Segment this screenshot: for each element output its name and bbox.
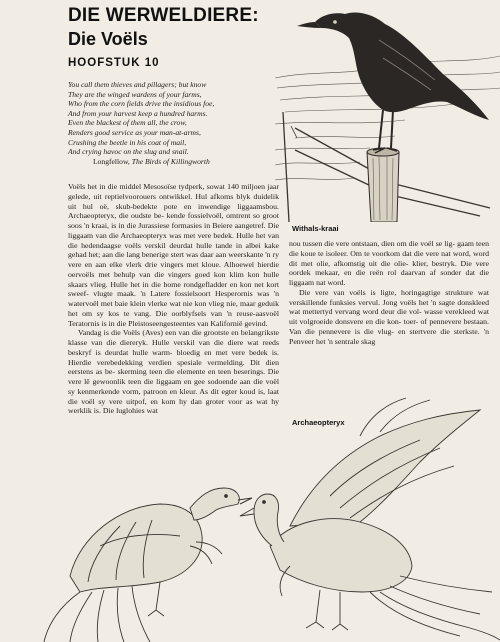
text-line: 'n reuse-aasvoël Teratornis is in die Pleistoseengesteentes [68, 308, 279, 328]
text-line: miljoen jaar gelede, uit reptielvoorouers ontwikkel. Hul [68, 182, 279, 201]
paragraph [68, 182, 279, 328]
text-column-left [68, 182, 279, 416]
text-line: gaam teen die koue te isoleer. Om te voorkom dat die [289, 239, 489, 258]
poem-line: And crying havoc on the slug and snail. [68, 147, 189, 157]
text-line: die voël sy kenmerkende vorm, patroon en kleur. As [68, 377, 280, 396]
text-line: die hedendaagse voëls verskil deurdat hulle tande in albei [68, 240, 261, 250]
text-line: Vandag is die Voëls (Aves) een van die grootste [78, 328, 229, 338]
text-line: van die Archaeopteryx was met vere bedek. Hulle het van [95, 230, 280, 240]
chapter-number: HOOFSTUK 10 [68, 57, 160, 69]
text-line: wasse verekleed wat uit volgroeide donsvere en die kon- [289, 307, 490, 326]
text-line: vere lê gewoonlik teen die liggaam en gee sodoende aan [68, 377, 251, 386]
epigraph-poem [68, 80, 283, 166]
text-line: bloedig en met vere bedek is. Hierdie verebedekking [68, 347, 280, 367]
poem-line: They are the winged wardens of your farms, [68, 89, 202, 99]
text-line: en belangrikste klasse van die diereryk. Hulle verskil [68, 328, 279, 347]
text-line: verdien spesiale vermelding. Dit dien eerstens as be- [68, 357, 279, 377]
text-line: maar geduik het om sy kos te vang. Die oorblyfsels van [68, 299, 279, 318]
text-line: die Jurassiese formasies in Beiere aangetref. Die liggaam [68, 221, 280, 240]
crow-illustration [275, 0, 500, 222]
chapter-title: DIE WERWELDIERE: [68, 5, 259, 26]
text-line: toer- of pennevere bestaan. Van die pennevere is die vlug- [289, 317, 489, 336]
text-line: het in die bome rondgefladder en kon net kort sweef- [68, 279, 279, 299]
text-line: inwendige liggaamsbou. Archaeopteryx, die oudste be- [68, 201, 279, 221]
text-line: van die diere wat reeds beskryf is deurdat hulle warm- [68, 338, 279, 357]
text-line: klier, bestryk. Die vere oordek mekaar, en die reën [289, 258, 489, 278]
text-line: nou tussen die vere ontstaan, dien om die voël se lig- [289, 239, 456, 248]
poem-line: Renders good service as your man-at-arms, [68, 127, 201, 137]
text-line: rol daarvan af sonder dat die liggaam nat word. [289, 268, 490, 287]
archaeopteryx-illustration [40, 396, 500, 642]
text-line: vere nat word, word dit met olie, afkomstig uit die olie- [289, 248, 490, 268]
text-line: met kloue. Alhoewel hierdie oervoëls met behulp van [68, 260, 280, 279]
text-line: van Kalifornië gevind. [197, 318, 268, 328]
text-line: dit egter koud is, laat die voël sy vere uitpof, en kom hy [68, 386, 280, 406]
poem-line: Crushing the beetle in his coat of mail, [68, 137, 187, 147]
poem-line: And from your harvest keep a hundred harms. [68, 108, 208, 118]
text-line: en stertvere die sterkste. 'n Penveer het 'n sentrale skag [289, 326, 490, 346]
text-line: kake gehad het; aan die lang benerige stert was daar [68, 240, 279, 260]
crow-caption: Withals-kraai [292, 224, 339, 233]
poem-attribution [68, 157, 283, 167]
poem-source: The Birds of Killingworth [131, 156, 210, 166]
text-line: skerming teen die elemente en teen beserings. Die [117, 367, 280, 377]
text-line: vlugte maak. 'n Latere fossielsoort Hesperornis was 'n [93, 289, 279, 299]
archaeopteryx-caption: Archaeopteryx [292, 418, 345, 427]
text-line: Die vere van voëls is ligte, horingagtige strukture wat [299, 287, 489, 297]
paragraph [289, 288, 489, 347]
text-line: watervoël met baie klein vlerke wat nie kon vlieg nie, [68, 299, 238, 308]
poem-line: Even the blackest of them all, the crow, [68, 118, 187, 128]
text-line: verskillende funksies vervul. Jong voëls het 'n sagte [289, 297, 455, 307]
chapter-subtitle: Die Voëls [68, 29, 148, 49]
text-column-right [289, 239, 489, 346]
paragraph [289, 239, 489, 288]
text-line: dan groter voor as wat hy werklik is. Die luglohies wat [68, 396, 279, 416]
text-line: donskleed wat mettertyd vervang word deur die vol- [289, 297, 489, 317]
poem-line: Who from the corn fields drive the insidious foe, [68, 99, 215, 109]
text-line: Voëls het in die middel Mesosoïse tydperk, sowat 140 [68, 182, 239, 191]
poem-line: You call them thieves and pillagers; but know [68, 80, 207, 89]
text-line: die vingers goed kon klim kon hulle skaars vlieg. Hulle [68, 269, 279, 289]
poem-author: Longfellow, [93, 156, 130, 166]
text-line: afkoms blyk duidelik uit hul oë, skub-bedekte pote en [68, 191, 279, 211]
text-line: aan weerskante 'n ry vere en aan elke vlerk drie vingers [68, 250, 279, 269]
text-line: kende fossielvoël, omtrent so groot soos 'n kraai, is in [68, 211, 279, 230]
